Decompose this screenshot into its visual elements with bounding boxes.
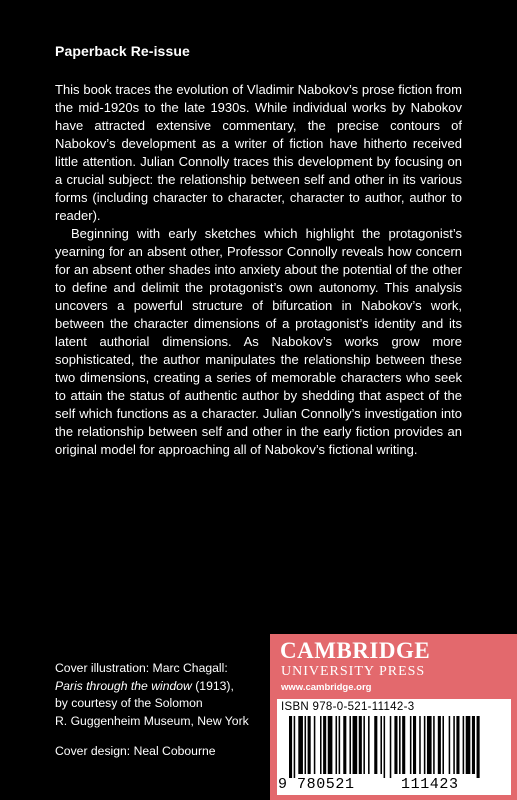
barcode-digit-first: 9 — [278, 776, 288, 793]
credit-artwork — [55, 678, 270, 696]
barcode-bar — [359, 716, 362, 774]
barcode-bar — [349, 716, 351, 774]
barcode-bar — [294, 716, 296, 778]
barcode-box — [277, 699, 511, 795]
credit-courtesy: by courtesy of the Solomon — [55, 696, 203, 710]
description-paragraph-2: Beginning with early sketches which highlight the protagonist’s yearning for an absent other, Professor Connolly reveals how concern for an absent other shades into anxiety about the potential of the other to define and delimit the protagonist’s own autonomy. This analysis uncovers a powerful structure of bifurcation in Nabokov’s work, between the character dimensions of a protagonist’s identity and its latent authorial dimensions. As Nabokov’s works grow more sophisticated, the author manipulates the relationship between these two dimensions, creating a series of memorable characters who seek to attain the status of authentic author by shedding that aspect of the self which functions as a character. Julian Connolly’s investigation into the relationship between self and other in the early fiction provides an original model for approaching all of Nabokov’s fictional writing. — [55, 226, 462, 457]
barcode-bar — [384, 716, 386, 778]
book-description — [55, 81, 462, 459]
barcode-bar — [413, 716, 416, 774]
barcode-digits-left: 780521 — [297, 776, 355, 793]
barcode-bar — [363, 716, 365, 774]
barcode-bar — [466, 716, 471, 774]
barcode-bar — [463, 716, 465, 774]
publisher-name: CAMBRIDGE — [280, 638, 431, 663]
barcode-bar — [399, 716, 401, 774]
credit-artwork-year: (1913), — [191, 678, 234, 693]
barcode-bar — [390, 716, 392, 778]
cover-credits — [55, 660, 270, 761]
credit-artwork-title: Paris through the window — [55, 678, 192, 693]
barcode-bar — [380, 716, 382, 774]
barcode-bar — [289, 716, 292, 778]
barcode-bar — [323, 716, 326, 774]
publisher-url: www.cambridge.org — [281, 682, 372, 693]
barcode-bar — [410, 716, 412, 774]
barcode-bar — [402, 716, 405, 774]
barcode-bar — [339, 716, 341, 774]
barcode-bar — [472, 716, 475, 774]
isbn-label: ISBN 978-0-521-11142-3 — [281, 701, 415, 713]
barcode-bar — [456, 716, 459, 774]
barcode-bar — [308, 716, 311, 774]
barcode-bar — [298, 716, 303, 774]
publisher-panel — [270, 634, 517, 800]
barcode-bar — [328, 716, 333, 774]
publisher-subtitle: UNIVERSITY PRESS — [281, 664, 426, 679]
section-heading: Paperback Re-issue — [55, 43, 190, 59]
credit-illustration: Cover illustration: Marc Chagall: — [55, 661, 228, 675]
barcode-bar — [427, 716, 432, 774]
barcode-bar — [394, 716, 397, 774]
barcode-bar — [353, 716, 358, 774]
barcode-bar — [314, 716, 316, 774]
barcode-bar — [368, 716, 370, 774]
barcode-bar — [305, 716, 307, 774]
barcode-bar — [442, 716, 444, 774]
credit-museum: R. Guggenheim Museum, New York — [55, 713, 249, 728]
barcode-bar — [419, 716, 421, 774]
barcode-bar — [477, 716, 480, 778]
barcode-bar — [438, 716, 441, 774]
description-paragraph-1: This book traces the evolution of Vladimir Nabokov’s prose fiction from the mid-1920s to the late 1930s. While individual works by Nabokov have attracted extensive commentary, the precise contours of Nabokov’s development as a writer of fiction have hitherto received little attention. Julian Connolly traces this development by focusing on a crucial subject: the relationship between self and other in its various forms (including character to character, character to author, author to reader). — [55, 82, 462, 223]
barcode-bar — [320, 716, 322, 774]
barcode-bar — [433, 716, 435, 774]
barcode-bar — [449, 716, 451, 774]
barcode-icon — [289, 716, 501, 778]
barcode-bar — [453, 716, 455, 774]
credit-design: Cover design: Neal Cobourne — [55, 744, 216, 758]
barcode-bar — [374, 716, 377, 774]
barcode-bar — [424, 716, 426, 774]
barcode-digits-right: 111423 — [401, 776, 459, 793]
barcode-bar — [343, 716, 346, 774]
barcode-bar — [336, 716, 338, 774]
